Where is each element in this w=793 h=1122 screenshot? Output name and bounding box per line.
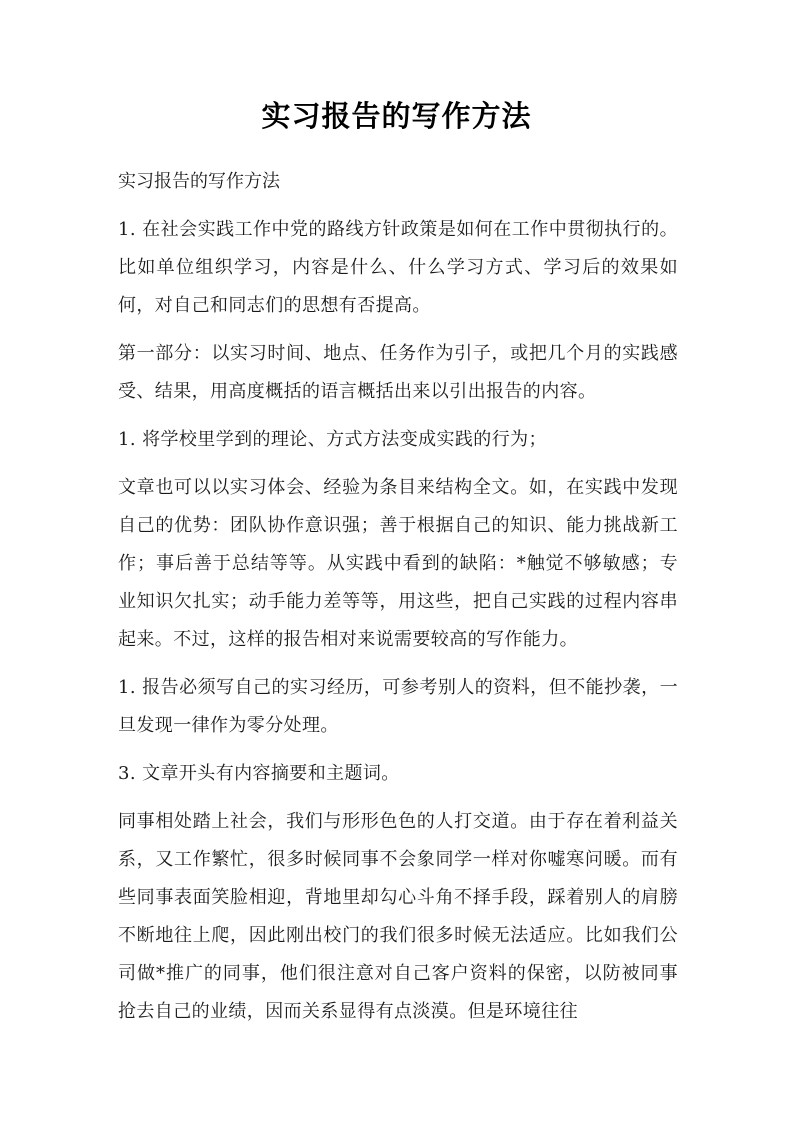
paragraph-no-plagiarism: 1. 报告必须写自己的实习经历，可参考别人的资料，但不能抄袭，一旦发现一律作为零分处理。 bbox=[118, 677, 678, 736]
paragraph-abstract-keywords: 3. 文章开头有内容摘要和主题词。 bbox=[118, 763, 400, 784]
document-body bbox=[118, 163, 678, 1041]
paragraph-colleague-relations: 同事相处踏上社会，我们与形形色色的人打交道。由于存在着利益关系，又工作繁忙，很多时候同事不会象同学一样对你嘘寒问暖。而有些同事表面笑脸相迎，背地里却勾心斗角不择手段，踩着别人的肩膀不断地往上爬，因此刚出校门的我们很多时候无法适应。比如我们公司做*推广的同事，他们很注意对自己客户资料的保密，以防被同事抢去自己的业绩，因而关系显得有点淡漠。但是环境往往 bbox=[118, 811, 678, 1022]
document-subtitle: 实习报告的写作方法 bbox=[118, 171, 280, 192]
paragraph-party-policy: 1. 在社会实践工作中党的路线方针政策是如何在工作中贯彻执行的。比如单位组织学习，内容是什么、什么学习方式、学习后的效果如何，对自己和同志们的思想有否提高。 bbox=[118, 219, 678, 316]
paragraph-theory-to-practice: 1. 将学校里学到的理论、方式方法变成实践的行为； bbox=[118, 429, 547, 450]
paragraph-structure-by-experience: 文章也可以以实习体会、经验为条目来结构全文。如，在实践中发现自己的优势：团队协作意识强；善于根据自己的知识、能力挑战新工作；事后善于总结等等。从实践中看到的缺陷：*触觉不够敏感；专业知识欠扎实；动手能力差等等，用这些，把自己实践的过程内容串起来。不过，这样的报告相对来说需要较高的写作能力。 bbox=[118, 477, 678, 650]
document-title: 实习报告的写作方法 bbox=[261, 99, 532, 133]
paragraph-part-one: 第一部分：以实习时间、地点、任务作为引子，或把几个月的实践感受、结果，用高度概括的语言概括出来以引出报告的内容。 bbox=[118, 343, 678, 402]
